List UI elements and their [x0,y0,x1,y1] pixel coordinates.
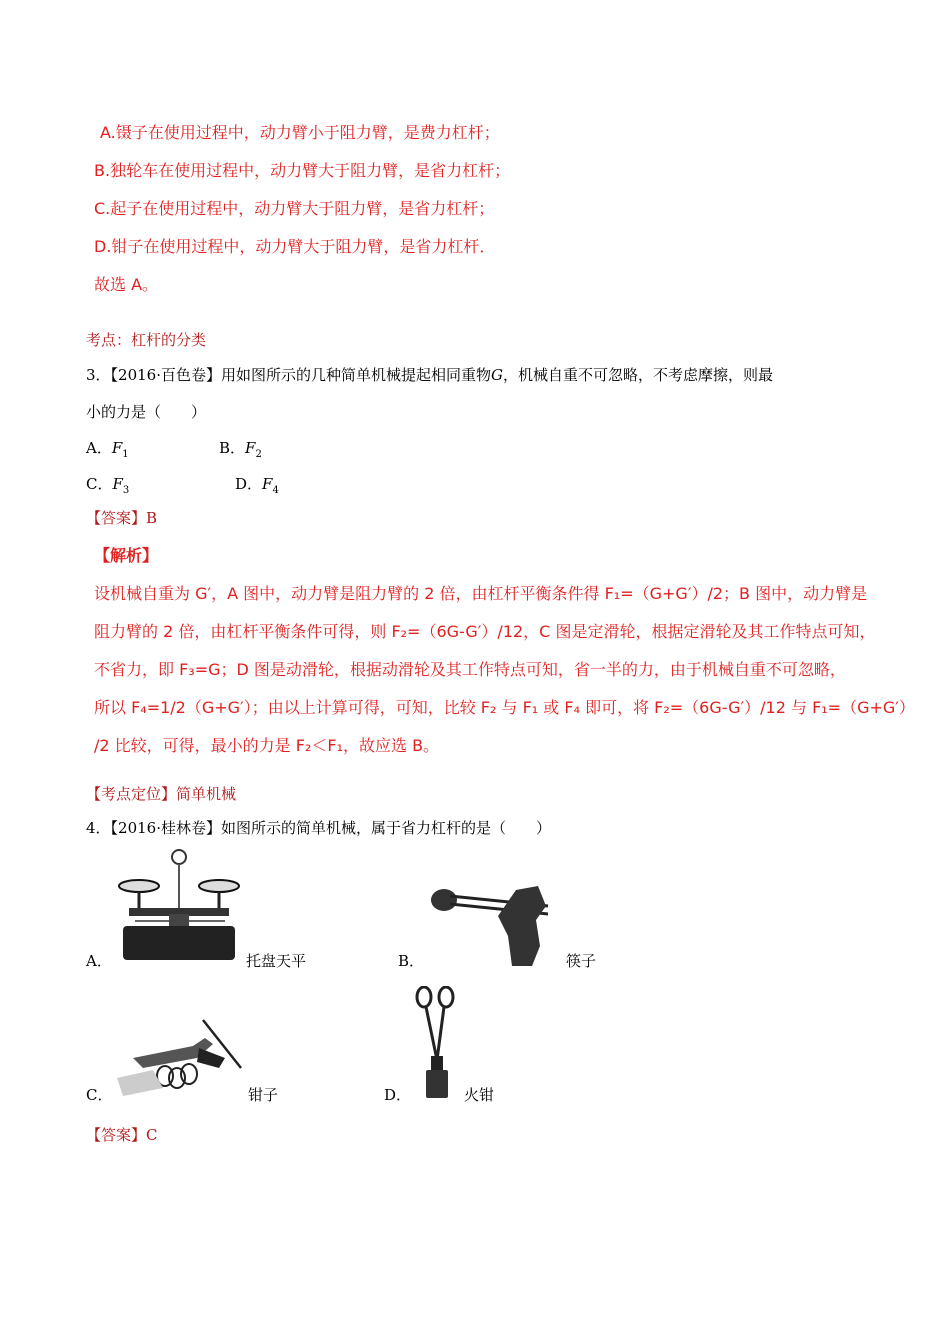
prev-analysis-line-b: B.独轮车在使用过程中，动力臂大于阻力臂，是省力杠杆； [94,161,511,180]
q3-analysis-line5: /2 比较，可得，最小的力是 F₂＜F₁，故应选 B。 [94,736,440,755]
q4-option-b-label: 筷子 [566,952,597,970]
q3-option-b: B．$F_2$ [219,439,262,460]
q3-answer: 【答案】B [86,509,158,527]
q4-option-d-letter: D． [384,1086,412,1104]
q4-option-c-label: 钳子 [248,1086,279,1104]
balance-image [115,848,240,966]
q3-analysis-title: 【解析】 [94,546,159,565]
prev-analysis-line-c: C.起子在使用过程中，动力臂大于阻力臂，是省力杠杆； [94,199,495,218]
prev-kaodian: 考点：杠杆的分类 [86,331,207,349]
q4-option-a-letter: A． [86,952,112,970]
q3-analysis-line3: 不省力，即 F₃=G；D 图是动滑轮，根据动滑轮及其工作特点可知，省一半的力，由于机械自重不可忽略， [94,660,846,679]
q3-option-c: C．$F_3$ [86,475,130,496]
prev-analysis-line-d: D.钳子在使用过程中，动力臂大于阻力臂，是省力杠杆． [94,237,496,256]
q4-answer: 【答案】C [86,1126,158,1144]
prev-analysis-conclusion: 故选 A。 [94,275,159,294]
q3-analysis-line1: 设机械自重为 G′，A 图中，动力臂是阻力臂的 2 倍，由杠杆平衡条件得 F₁=（G+G′）/2；B 图中，动力臂是 [94,584,868,603]
q3-stem-line1: 3．【2016·百色卷】用如图所示的几种简单机械提起相同重物G，机械自重不可忽略，不考虑摩擦，则最 [86,366,773,384]
q4-option-b-letter: B． [398,952,425,970]
q3-option-d: D．$F_4$ [235,475,279,496]
q4-stem: 4．【2016·桂林卷】如图所示的简单机械，属于省力杠杆的是（ ） [86,819,551,837]
q3-option-a: A．$F_1$ [86,439,129,460]
q3-analysis-line2: 阻力臂的 2 倍，由杠杆平衡条件可得，则 F₂=（6G-G′）/12，C 图是定滑轮，根据定滑轮及其工作特点可知， [94,622,876,641]
q3-kaodian: 【考点定位】简单机械 [86,785,237,803]
q4-option-d-label: 火钳 [464,1086,495,1104]
fire-tongs-image [412,986,460,1100]
q3-stem-line2: 小的力是（ ） [86,403,207,421]
prev-analysis-line-a: A.镊子在使用过程中，动力臂小于阻力臂，是费力杠杆； [100,123,500,142]
chopsticks-image [428,876,568,968]
q3-analysis-line4: 所以 F₄=1/2（G+G′）；由以上计算可得，可知，比较 F₂ 与 F₁ 或 F₄ 即可，将 F₂=（6G-G′）/12 与 F₁=（G+G′） [94,698,915,717]
pliers-image [113,1018,245,1100]
q4-option-c-letter: C． [86,1086,113,1104]
q4-option-a-label: 托盘天平 [246,952,307,970]
